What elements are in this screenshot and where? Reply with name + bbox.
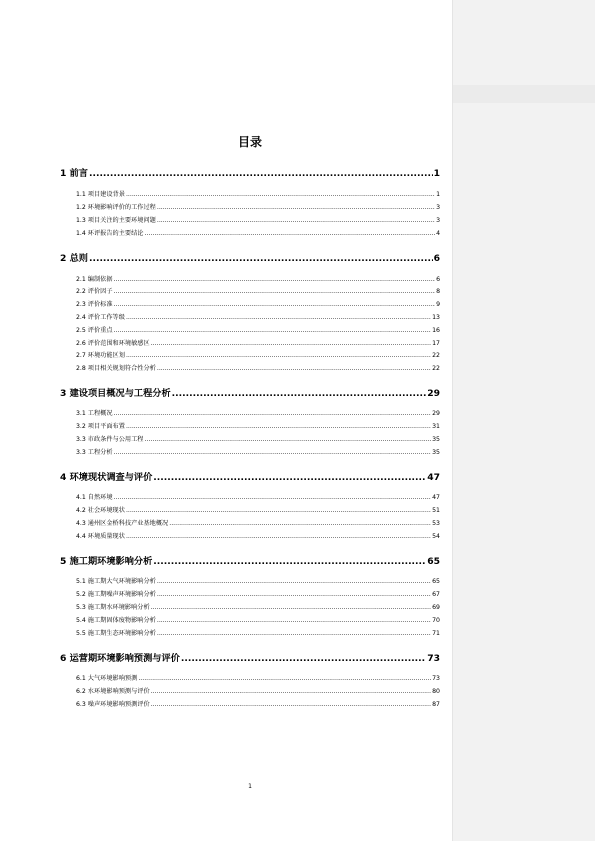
toc-section-entry[interactable] (60, 434, 440, 443)
toc-section-entry[interactable] (60, 299, 440, 308)
toc-leader-dots (89, 168, 433, 179)
toc-section-entry[interactable] (60, 602, 440, 611)
toc-entry-page: 3 (436, 204, 440, 211)
toc-entry-page: 3 (436, 217, 440, 224)
toc-entry-label: 3.3 市政条件与公用工程 (76, 436, 144, 443)
toc-entry-label: 2.8 项目相关规划符合性分析 (76, 365, 156, 372)
toc-leader-dots (126, 533, 431, 540)
toc-leader-dots (126, 352, 431, 359)
toc-chapter-entry[interactable] (60, 165, 440, 179)
toc-section-entry[interactable] (60, 274, 440, 283)
toc-entry-page: 4 (436, 230, 440, 237)
toc-entry-page: 1 (433, 168, 440, 179)
toc-leader-dots (151, 701, 431, 708)
toc-leader-dots (151, 340, 431, 347)
toc-entry-label: 4.2 社会环境现状 (76, 507, 125, 514)
toc-leader-dots (153, 472, 426, 483)
toc-leader-dots (151, 688, 431, 695)
toc-entry-label: 3 建设项目概况与工程分析 (60, 388, 171, 399)
toc-section-entry[interactable] (60, 518, 440, 527)
toc-entry-page: 29 (432, 410, 440, 417)
toc-entry-page: 16 (432, 327, 440, 334)
toc-leader-dots (138, 675, 431, 682)
comment-pane (452, 0, 595, 841)
toc-entry-label: 2.7 环境功能区划 (76, 352, 125, 359)
toc-leader-dots (157, 591, 431, 598)
page-number: 1 (248, 783, 252, 790)
toc-chapter-entry[interactable] (60, 650, 440, 664)
toc-section-entry[interactable] (60, 628, 440, 637)
toc-entry-page: 47 (427, 472, 440, 483)
toc-entry-label: 2.4 评价工作等级 (76, 314, 125, 321)
toc-entry-label: 5.5 施工期生态环境影响分析 (76, 630, 156, 637)
toc-section-entry[interactable] (60, 699, 440, 708)
toc-leader-dots (114, 276, 436, 283)
toc-section-entry[interactable] (60, 686, 440, 695)
toc-chapter-entry[interactable] (60, 553, 440, 567)
toc-entry-page: 73 (432, 675, 440, 682)
toc-entry-page: 6 (436, 276, 440, 283)
toc-entry-page: 65 (427, 556, 440, 567)
toc-section-entry[interactable] (60, 286, 440, 295)
toc-chapter-entry[interactable] (60, 469, 440, 483)
toc-section-entry[interactable] (60, 615, 440, 624)
toc-entry-label: 2.6 评价范围和环境敏感区 (76, 340, 150, 347)
toc-entry-label: 5.1 施工期大气环境影响分析 (76, 578, 156, 585)
toc-entry-label: 2.3 评价标准 (76, 301, 113, 308)
toc-entry-page: 47 (432, 494, 440, 501)
toc-entry-page: 29 (427, 388, 440, 399)
toc-section-entry[interactable] (60, 363, 440, 372)
toc-section-entry[interactable] (60, 576, 440, 585)
toc-entry-label: 3.2 项目平面布置 (76, 423, 125, 430)
toc-entry-page: 73 (427, 653, 440, 664)
toc-entry-page: 35 (432, 449, 440, 456)
toc-entry-page: 13 (432, 314, 440, 321)
toc-leader-dots (169, 520, 431, 527)
toc-leader-dots (114, 410, 432, 417)
toc-entry-label: 2.5 评价重点 (76, 327, 113, 334)
toc-entry-label: 4.1 自然环境 (76, 494, 113, 501)
toc-leader-dots (114, 288, 436, 295)
toc-entry-label: 4.4 环境质量现状 (76, 533, 125, 540)
toc-section-entry[interactable] (60, 312, 440, 321)
toc-leader-dots (126, 423, 431, 430)
toc-entry-page: 87 (432, 701, 440, 708)
toc-entry-label: 2 总则 (60, 253, 88, 264)
toc-section-entry[interactable] (60, 228, 440, 237)
toc-leader-dots (126, 314, 431, 321)
toc-leader-dots (114, 494, 432, 501)
toc-entry-label: 1 前言 (60, 168, 88, 179)
toc-leader-dots (114, 449, 432, 456)
toc-section-entry[interactable] (60, 215, 440, 224)
toc-leader-dots (126, 507, 431, 514)
toc-entry-page: 67 (432, 591, 440, 598)
toc-entry-label: 6.1 大气环境影响预测 (76, 675, 138, 682)
toc-section-entry[interactable] (60, 350, 440, 359)
toc-entry-page: 31 (432, 423, 440, 430)
toc-leader-dots (126, 191, 435, 198)
toc-entry-page: 71 (432, 630, 440, 637)
toc-leader-dots (157, 630, 431, 637)
toc-entry-page: 6 (433, 253, 440, 264)
toc-entry-page: 35 (432, 436, 440, 443)
toc-section-entry[interactable] (60, 589, 440, 598)
toc-entry-label: 3.3 工程分析 (76, 449, 113, 456)
toc-leader-dots (114, 327, 432, 334)
toc-leader-dots (114, 301, 436, 308)
toc-leader-dots (181, 653, 426, 664)
toc-entry-page: 51 (432, 507, 440, 514)
toc-section-entry[interactable] (60, 202, 440, 211)
toc-leader-dots (151, 604, 431, 611)
toc-section-entry[interactable] (60, 338, 440, 347)
toc-entry-label: 5.3 施工期水环境影响分析 (76, 604, 150, 611)
toc-entry-label: 4.3 通州区金桥科技产业基地概况 (76, 520, 169, 527)
toc-leader-dots (157, 204, 435, 211)
toc-section-entry[interactable] (60, 421, 440, 430)
toc-section-entry[interactable] (60, 325, 440, 334)
toc-leader-dots (145, 436, 432, 443)
toc-section-entry[interactable] (60, 492, 440, 501)
toc-entry-page: 80 (432, 688, 440, 695)
toc-leader-dots (157, 617, 431, 624)
toc-section-entry[interactable] (60, 531, 440, 540)
comment-pane-header (453, 85, 595, 103)
toc-leader-dots (157, 217, 435, 224)
toc-entry-label: 6 运营期环境影响预测与评价 (60, 653, 180, 664)
toc-entry-label: 6.3 噪声环境影响预测评价 (76, 701, 150, 708)
toc-entry-label: 5.4 施工期固体废物影响分析 (76, 617, 156, 624)
toc-entry-page: 65 (432, 578, 440, 585)
toc-entry-label: 2.2 评价因子 (76, 288, 113, 295)
toc-entry-page: 22 (432, 365, 440, 372)
toc-section-entry[interactable] (60, 673, 440, 682)
toc-section-entry[interactable] (60, 189, 440, 198)
toc-entry-page: 54 (432, 533, 440, 540)
toc-chapter-entry[interactable] (60, 385, 440, 399)
toc-leader-dots (153, 556, 426, 567)
toc-leader-dots (89, 253, 433, 264)
toc-entry-page: 22 (432, 352, 440, 359)
toc-entry-label: 2.1 编制依据 (76, 276, 113, 283)
toc-entry-label: 1.2 环境影响评价的工作过程 (76, 204, 156, 211)
toc-leader-dots (157, 578, 431, 585)
toc-section-entry[interactable] (60, 505, 440, 514)
toc-entry-label: 1.3 项目关注的主要环境问题 (76, 217, 156, 224)
toc-entry-label: 3.1 工程概况 (76, 410, 113, 417)
toc-leader-dots (157, 365, 431, 372)
toc-section-entry[interactable] (60, 447, 440, 456)
toc-entry-label: 5.2 施工期噪声环境影响分析 (76, 591, 156, 598)
toc-chapter-entry[interactable] (60, 250, 440, 264)
toc-entry-page: 70 (432, 617, 440, 624)
toc-title: 目录 (237, 135, 262, 149)
toc-entry-label: 1.1 项目建设背景 (76, 191, 125, 198)
toc-entry-page: 17 (432, 340, 440, 347)
toc-entry-page: 9 (436, 301, 440, 308)
toc-entry-label: 4 环境现状调查与评价 (60, 472, 153, 483)
toc-entry-page: 1 (436, 191, 440, 198)
toc-entry-label: 6.2 水环境影响预测与评价 (76, 688, 150, 695)
toc-section-entry[interactable] (60, 408, 440, 417)
toc-entry-page: 69 (432, 604, 440, 611)
toc-entry-page: 8 (436, 288, 440, 295)
toc-leader-dots (172, 388, 427, 399)
toc-leader-dots (145, 230, 436, 237)
toc-entry-label: 5 施工期环境影响分析 (60, 556, 153, 567)
toc-entry-page: 53 (432, 520, 440, 527)
toc-entry-label: 1.4 环评报告的主要结论 (76, 230, 144, 237)
